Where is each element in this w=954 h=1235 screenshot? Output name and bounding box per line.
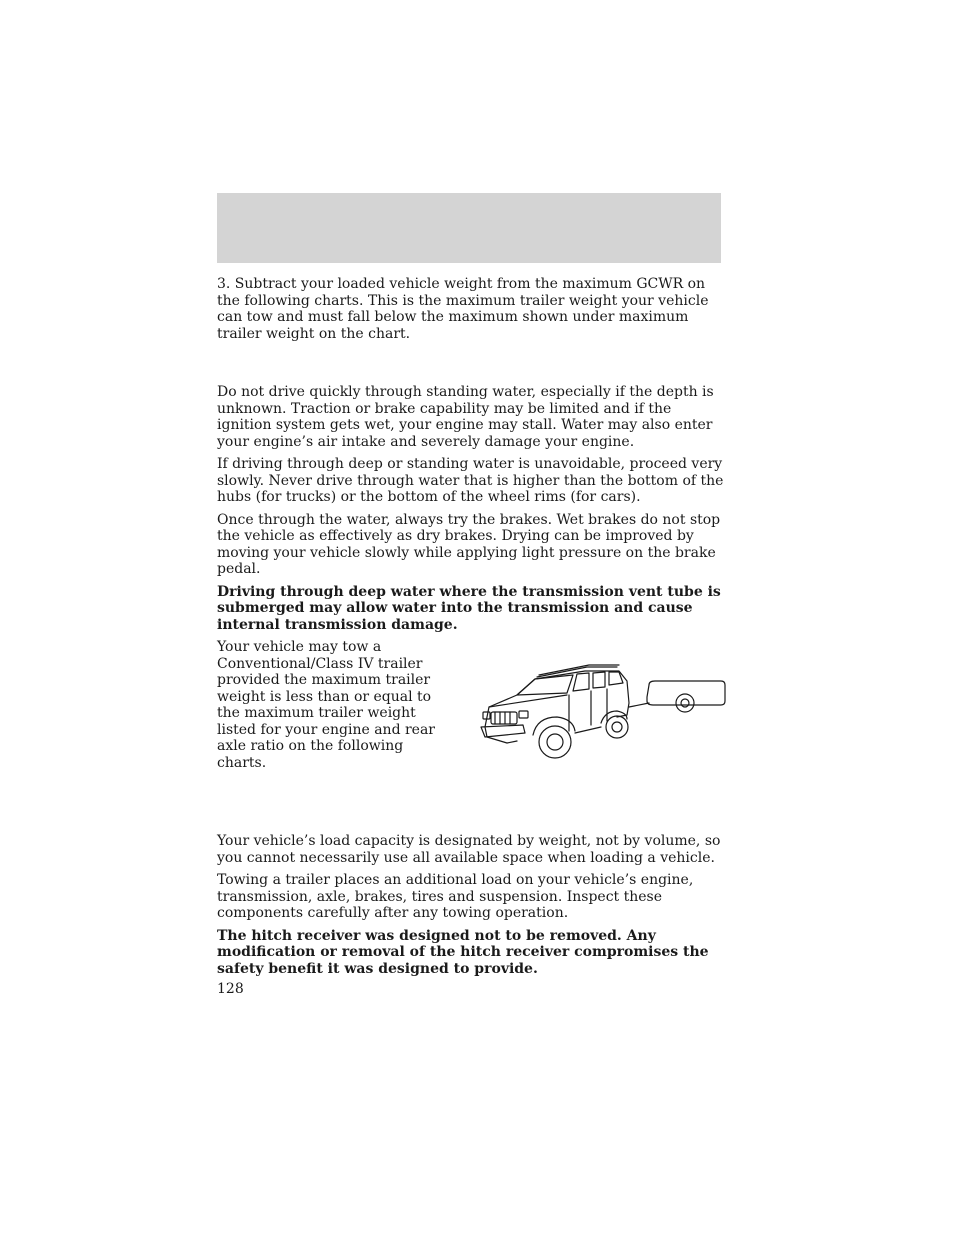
water-paragraph-2: If driving through deep or standing water is unavoidable, proceed very slowly. Never drive through water that is higher than the bottom of the hubs (for trucks) or the bottom of the wheel rims (for cars).: [217, 456, 724, 505]
water-paragraph-3: Once through the water, always try the brakes. Wet brakes do not stop the vehicle as effectively as dry brakes. Drying can be improved by moving your vehicle slowly while applying light pressure on the brake pedal.: [217, 511, 721, 577]
section-header-band: [217, 193, 721, 263]
page-number: 128: [217, 981, 244, 997]
hitch-warning: The hitch receiver was designed not to be removed. Any modification or removal of the hitch receiver compromises the safety benefit it was designed to provide.: [217, 927, 709, 977]
water-paragraph-1: Do not drive quickly through standing water, especially if the depth is unknown. Traction or brake capability may be limited and if the ignition system gets wet, your engine may stall. Water may also enter your engine’s air intake and severely damage your engine.: [217, 384, 714, 450]
towing-class-paragraph: Your vehicle may tow a Conventional/Class IV trailer provided the maximum trailer weight is less than or equal to the maximum trailer weight listed for your engine and rear axle ratio on the following charts.: [217, 639, 435, 771]
page-content: [217, 276, 727, 983]
gcwr-step-paragraph: 3. Subtract your loaded vehicle weight from the maximum GCWR on the following charts. This is the maximum trailer weight your vehicle can tow and must fall below the maximum shown under maximum trailer weight on the chart.: [217, 276, 709, 342]
towing-class-row: [217, 639, 727, 777]
towing-load-paragraph: Towing a trailer places an additional load on your vehicle’s engine, transmission, axle, brakes, tires and suspension. Inspect these components carefully after any towing operation.: [217, 872, 694, 921]
load-capacity-paragraph: Your vehicle’s load capacity is designated by weight, not by volume, so you cannot necessarily use all available space when loading a vehicle.: [217, 833, 721, 866]
suv-towing-trailer-illustration: [477, 657, 727, 767]
water-warning: Driving through deep water where the transmission vent tube is submerged may allow water into the transmission and cause internal transmission damage.: [217, 583, 721, 633]
